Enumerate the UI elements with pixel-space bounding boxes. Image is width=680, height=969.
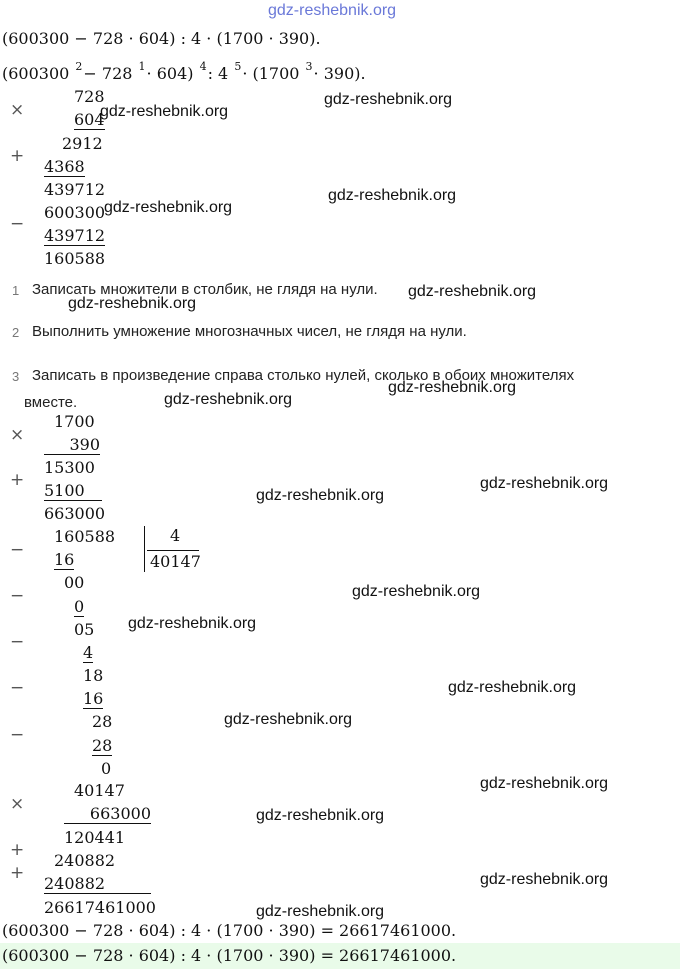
watermark-text: gdz-reshebnik.org — [480, 475, 609, 492]
watermark-text: gdz-reshebnik.org — [104, 199, 233, 216]
plus-sign: + — [10, 146, 25, 166]
division-step: 00 — [64, 573, 85, 592]
division-step: 05 — [74, 620, 95, 639]
quotient: 40147 — [150, 552, 201, 571]
watermark-text: gdz-reshebnik.org — [164, 391, 293, 408]
factor: 728 — [74, 87, 105, 106]
factor: 40147 — [74, 781, 125, 800]
watermark-text: gdz-reshebnik.org — [256, 807, 385, 824]
division-step: 16 — [83, 689, 104, 708]
factor: 390 — [44, 435, 100, 455]
watermark-text: gdz-reshebnik.org — [388, 379, 517, 396]
division-bar — [147, 550, 199, 551]
division-step: 28 — [92, 712, 113, 731]
division-step: 16 — [54, 550, 75, 569]
plus-sign: + — [10, 840, 25, 860]
order-mark: 1 — [138, 60, 146, 73]
division-step: 18 — [83, 666, 104, 685]
step-number: 1 — [12, 283, 20, 298]
minus-sign: − — [10, 540, 25, 560]
division-step: 28 — [92, 736, 113, 755]
division-remainder: 0 — [101, 759, 112, 778]
partial-product: 4368 — [44, 157, 85, 176]
partial-product: 240882 — [44, 874, 151, 894]
minus-sign: − — [10, 632, 25, 652]
step-text-continued: вместе. — [24, 394, 78, 411]
watermark-text: gdz-reshebnik.org — [352, 583, 481, 600]
watermark-text: gdz-reshebnik.org — [480, 775, 609, 792]
watermark-text: gdz-reshebnik.org — [256, 903, 385, 920]
divisor: 4 — [170, 526, 181, 545]
difference: 160588 — [44, 249, 106, 268]
watermark-text: gdz-reshebnik.org — [480, 871, 609, 888]
minus-sign: − — [10, 214, 25, 234]
watermark-text: gdz-reshebnik.org — [224, 711, 353, 728]
order-mark: 4 — [199, 60, 207, 73]
watermark-text: gdz-reshebnik.org — [448, 679, 577, 696]
watermark-text: gdz-reshebnik.org — [324, 91, 453, 108]
step-text: Записать в произведение справа столько нулей, сколько в обоих множителях — [32, 367, 575, 384]
watermark-text: gdz-reshebnik.org — [100, 103, 229, 120]
watermark-text: gdz-reshebnik.org — [256, 487, 385, 504]
order-mark: 3 — [305, 60, 313, 73]
product: 439712 — [44, 180, 106, 199]
order-mark: 5 — [234, 60, 242, 73]
minus-sign: − — [10, 586, 25, 606]
watermark-text: gdz-reshebnik.org — [128, 615, 257, 632]
partial-product: 2912 — [62, 134, 103, 153]
product: 663000 — [44, 504, 106, 523]
step-text: Записать множители в столбик, не глядя на нули. — [32, 281, 378, 298]
plus-sign: + — [10, 863, 25, 883]
division-step: 4 — [83, 643, 94, 662]
factor: 1700 — [54, 412, 95, 431]
division-step: 0 — [74, 597, 85, 616]
answer: (600300 − 728 · 604) : 4 · (1700 · 390) = 26617461000. — [2, 921, 457, 940]
watermark-text: gdz-reshebnik.org — [328, 187, 457, 204]
partial-product: 120441 — [64, 828, 126, 847]
partial-product: 5100 — [44, 481, 102, 501]
partial-product: 15300 — [44, 458, 95, 477]
minuend: 600300 — [44, 203, 106, 222]
step-number: 3 — [12, 369, 20, 384]
subtrahend: 439712 — [44, 226, 106, 245]
times-sign: × — [10, 794, 25, 814]
times-sign: × — [10, 100, 25, 120]
factor: 604 — [74, 110, 105, 129]
watermark-text: gdz-reshebnik.org — [408, 283, 537, 300]
times-sign: × — [10, 425, 25, 445]
division-bracket — [144, 526, 145, 572]
plus-sign: + — [10, 470, 25, 490]
minus-sign: − — [10, 725, 25, 745]
factor: 663000 — [64, 804, 151, 824]
watermark-text: gdz-reshebnik.org — [68, 295, 197, 312]
dividend: 160588 — [54, 527, 116, 546]
answer-highlighted: (600300 − 728 · 604) : 4 · (1700 · 390) = 26617461000. — [0, 943, 680, 969]
order-mark: 2 — [75, 60, 83, 73]
expression-order: (600300 $^2$− 728 $^1$· 604) $^4$: 4 $^5$· (1700 $^3$· 390). — [2, 60, 366, 83]
step-text: Выполнить умножение многозначных чисел, не глядя на нули. — [32, 323, 467, 340]
partial-product: 240882 — [54, 851, 116, 870]
expression: (600300 − 728 · 604) : 4 · (1700 · 390). — [2, 29, 321, 48]
step-number: 2 — [12, 325, 20, 340]
minus-sign: − — [10, 678, 25, 698]
product: 26617461000 — [44, 898, 156, 917]
site-watermark-header[interactable]: gdz-reshebnik.org — [268, 2, 397, 19]
